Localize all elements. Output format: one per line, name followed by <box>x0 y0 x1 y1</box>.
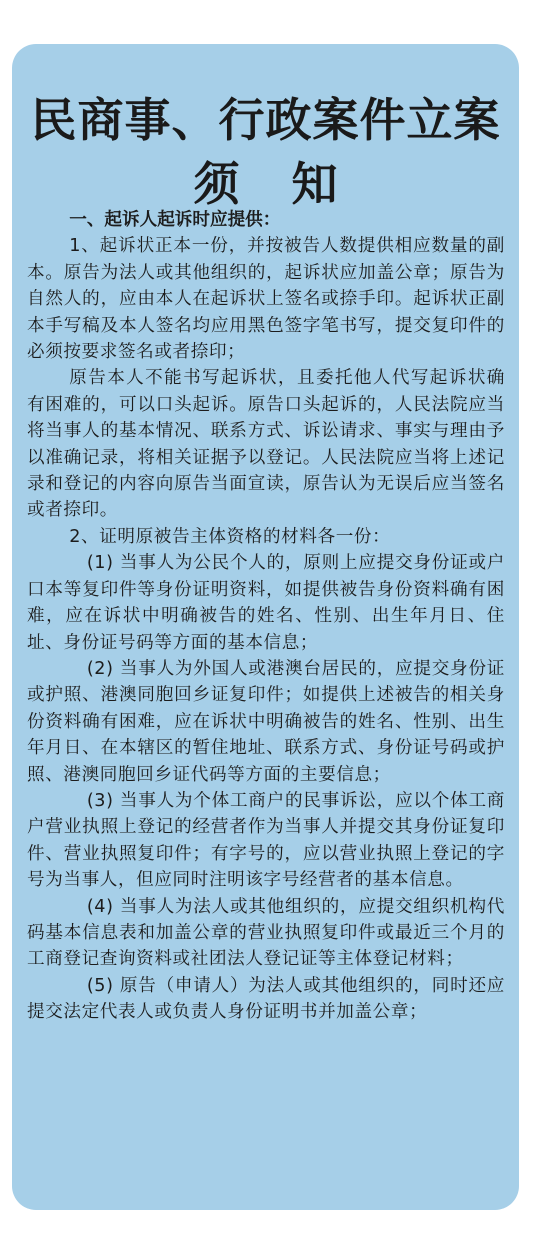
paragraph-7: (4) 当事人为法人或其他组织的，应提交组织机构代码基本信息表和加盖公章的营业执照复印件或最近三个月的工商登记查询资料或社团法人登记证等主体登记材料； <box>27 896 505 970</box>
paragraph-4: (1) 当事人为公民个人的，原则上应提交身份证或户口本等复印件等身份证明资料，如提供被告身份资料确有困难，应在诉状中明确被告的姓名、性别、出生年月日、住址、身份证号码等方面的基本信息； <box>27 553 505 653</box>
paragraph-5: (2) 当事人为外国人或港澳台居民的，应提交身份证或护照、港澳同胞回乡证复印件；如提供上述被告的相关身份资料确有困难，应在诉状中明确被告的姓名、性别、出生年月日、在本辖区的暂住地址、联系方式、身份证号码或护照、港澳同胞回乡证代码等方面的主要信息； <box>27 658 505 785</box>
notice-body <box>27 207 505 1026</box>
notice-title-line2: 须知 <box>193 157 390 211</box>
notice-panel <box>12 44 519 1210</box>
paragraph-1: 1、起诉状正本一份，并按被告人数提供相应数量的副本。原告为法人或其他组织的，起诉状应加盖公章；原告为自然人的，应由本人在起诉状上签名或捺手印。起诉状正副本手写稿及本人签名均应用黑色签字笔书写，提交复印件的必须按要求签名或者捺印； <box>27 236 505 363</box>
paragraph-6: (3) 当事人为个体工商户的民事诉讼，应以个体工商户营业执照上登记的经营者作为当事人并提交其身份证复印件、营业执照复印件；有字号的，应以营业执照上登记的字号为当事人，但应同时注明该字号经营者的基本信息。 <box>27 790 505 891</box>
paragraph-2: 原告本人不能书写起诉状，且委托他人代写起诉状确有困难的，可以口头起诉。原告口头起诉的，人民法院应当将当事人的基本情况、联系方式、诉讼请求、事实与理由予以准确记录，将相关证据予以登记。人民法院应当将上述记录和登记的内容向原告当面宣读，原告认为无误后应当签名或者捺印。 <box>27 368 505 521</box>
paragraph-8: (5) 原告（申请人）为法人或其他组织的，同时还应提交法定代表人或负责人身份证明书并加盖公章； <box>27 975 505 1023</box>
notice-title-line1: 民商事、行政案件立案 <box>30 93 501 147</box>
paragraph-3: 2、证明原被告主体资格的材料各一份： <box>69 526 391 547</box>
section-heading: 一、起诉人起诉时应提供： <box>69 210 281 230</box>
